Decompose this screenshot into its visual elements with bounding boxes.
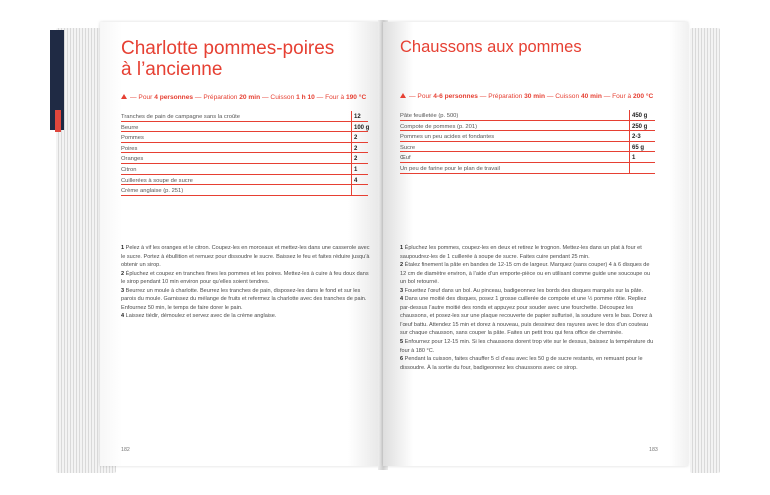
- step-text: Laissez tiédir, démoulez et servez avec de la crème anglaise.: [125, 313, 277, 320]
- serves-value: 4-6 personnes: [433, 93, 478, 100]
- ingredient-row: [121, 185, 368, 196]
- recipe-meta: [400, 93, 653, 100]
- ingredient-qty: 12: [354, 114, 361, 121]
- page-number: 182: [121, 447, 130, 453]
- step: [121, 287, 371, 313]
- step: [121, 270, 371, 287]
- ingredient-qty: 250 g: [632, 123, 648, 130]
- step-text: Épluchez et coupez en tranches fines les pommes et les poires. Mettez-les à cuire à feu doux dans le sirop pendant 10 min environ pour qu’elles soient tendres.: [121, 270, 369, 286]
- step-number: 1: [121, 245, 125, 251]
- ingredient-name: Pâte feuilletée (p. 500): [400, 113, 459, 120]
- ingredient-row: [121, 122, 368, 133]
- ingredient-name: Citron: [121, 167, 137, 174]
- arrow-up-icon: [121, 94, 127, 99]
- left-page: [100, 22, 382, 466]
- step-number: 6: [400, 356, 404, 363]
- ingredient-qty: 2: [354, 145, 358, 152]
- ingredient-name: Poires: [121, 145, 138, 152]
- right-page: [383, 22, 688, 466]
- step: [400, 261, 657, 287]
- recipe-title-line2: à l’ancienne: [121, 58, 223, 80]
- ingredient-row: [121, 132, 368, 143]
- ingredient-qty: 450 g: [632, 113, 648, 120]
- ingredient-qty: 4: [354, 177, 358, 184]
- ingredient-qty: 1: [354, 167, 358, 174]
- recipe-title: [121, 39, 371, 81]
- ingredient-row: [400, 110, 655, 121]
- step: [400, 287, 657, 296]
- ingredient-name: Compote de pommes (p. 201): [400, 123, 478, 130]
- ingredient-name: Œuf: [400, 155, 411, 162]
- oven-value: 190 °C: [345, 94, 367, 101]
- ingredient-qty: 100 g: [354, 124, 370, 131]
- step: [400, 295, 657, 338]
- ribbon-marker: [55, 110, 61, 132]
- serves-prefix: — Pour: [130, 94, 153, 101]
- ingredient-row: [121, 111, 368, 122]
- recipe-meta: [121, 94, 366, 101]
- step-number: 3: [400, 287, 404, 294]
- step-text: Épluchez les pommes, coupez-les en deux et retirez le trognon. Mettez-les dans un plat à four et saupoudrez-les de 1 cuillerée à soupe de sucre. Faites cuire pendant 25 min.: [400, 245, 642, 260]
- step-text: Pelez à vif les oranges et le citron. Coupez-les en morceaux et mettez-les dans une casserole avec le sucre. Portez à ébullition et remuez pour dissoudre le sucre. Baissez le feu et faites réduire jusqu’à obtenir un sirop.: [121, 245, 370, 269]
- ingredient-row: [121, 143, 368, 154]
- step: [400, 355, 657, 372]
- oven-prefix: — Four à: [603, 93, 632, 100]
- step-number: 3: [121, 287, 125, 294]
- step-number: 2: [121, 270, 125, 277]
- step-number: 2: [400, 262, 404, 269]
- step-text: Pendant la cuisson, faites chauffer 5 cl d’eau avec les 50 g de sucre restants, en remuant pour le dissoudre. À la sortie du four, badigeonnez les chaussons avec ce sirop.: [400, 356, 643, 371]
- step: [121, 312, 371, 321]
- page-number: 183: [649, 447, 658, 453]
- step-number: 1: [400, 245, 404, 251]
- ingredient-name: Beurre: [121, 124, 139, 131]
- ingredient-name: Sucre: [400, 144, 416, 151]
- ingredient-row: [400, 152, 655, 163]
- ingredient-qty: 2: [354, 135, 358, 142]
- prep-value: 20 min: [239, 94, 261, 101]
- ingredient-qty: 1: [632, 155, 636, 162]
- ingredient-name: Un peu de farine pour le plan de travail: [400, 166, 500, 173]
- ingredient-name: Oranges: [121, 156, 144, 163]
- recipe-title-line1: Charlotte pommes-poires: [121, 38, 335, 59]
- recipe-steps: [400, 244, 657, 372]
- ingredient-row: [121, 153, 368, 164]
- ingredient-row: [400, 131, 655, 142]
- ingredients-table: [121, 111, 368, 196]
- prep-prefix: — Préparation: [194, 94, 238, 101]
- ingredient-name: Cuillerées à soupe de sucre: [121, 177, 193, 184]
- step: [121, 244, 371, 270]
- step-text: Enfournez pour 12-15 min. Si les chaussons dorent trop vite sur le dessus, baissez la température du four à 180 °C.: [400, 339, 654, 354]
- step-number: 5: [400, 339, 404, 346]
- step-text: Étalez finement la pâte en bandes de 12-15 cm de largeur. Marquez (sans couper) 4 à 6 disques de 12 cm de diamètre environ, à l’aide d’un emporte-pièce ou en utilisant comme guide une soucoupe ou un bol retourné.: [400, 262, 651, 286]
- step-number: 4: [121, 313, 125, 320]
- step-number: 4: [400, 296, 404, 303]
- ingredient-row: [121, 175, 368, 186]
- ingredient-name: Crème anglaise (p. 251): [121, 188, 184, 195]
- recipe-steps: [121, 244, 371, 321]
- cook-prefix: — Cuisson: [262, 94, 295, 101]
- step: [400, 244, 657, 261]
- serves-prefix: — Pour: [409, 93, 432, 100]
- step-text: Beurrez un moule à charlotte. Beurrez les tranches de pain, disposez-les dans le fond et sur les parois du moule. Garnissez du mélange de fruits et refermez la charlotte avec des tranches de pain. Enfournez 50 min, le temps de faire dorer le pain.: [121, 287, 367, 311]
- ingredient-row: [400, 121, 655, 132]
- cook-value: 40 min: [580, 93, 602, 100]
- step-text: Fouettez l’œuf dans un bol. Au pinceau, badigeonnez les bords des disques marqués sur la pâte.: [404, 287, 643, 294]
- serves-value: 4 personnes: [154, 94, 194, 101]
- cook-value: 1 h 10: [296, 94, 315, 101]
- ingredient-qty: 2-3: [632, 134, 641, 141]
- prep-prefix: — Préparation: [479, 93, 523, 100]
- page-stack-right: [690, 28, 720, 473]
- recipe-title: Chaussons aux pommes: [400, 38, 582, 56]
- ingredient-qty: 2: [354, 156, 358, 163]
- ingredient-row: [400, 163, 655, 174]
- oven-prefix: — Four à: [316, 94, 345, 101]
- cook-prefix: — Cuisson: [546, 93, 580, 100]
- ingredient-name: Pommes un peu acides et fondantes: [400, 134, 495, 141]
- step: [400, 338, 657, 355]
- ingredient-row: [400, 142, 655, 153]
- ingredient-row: [121, 164, 368, 175]
- step-text: Dans une moitié des disques, posez 1 grosse cuillerée de compote et une ½ pomme rôtie. Repliez par-dessus l’autre moitié des ronds et appuyez pour souder avec une fourchette. Découpez les chaussons, et posez-les sur une plaque recouverte de papier sulfurisé, la soudure vers le bas. Dorez à l’œuf battu. Attendez 15 min et dorez à nouveau, puis dessinez des rayures avec le dos d’un couteau sur chaque chausson, sans couper la pâte. Faites un petit trou qui fera office de cheminée.: [400, 296, 653, 337]
- oven-value: 200 °C: [633, 93, 654, 100]
- ingredients-table: [400, 110, 655, 174]
- ingredient-name: Pommes: [121, 135, 144, 142]
- arrow-up-icon: [400, 93, 406, 98]
- prep-value: 30 min: [524, 93, 546, 100]
- ingredient-qty: 65 g: [632, 144, 645, 151]
- ingredient-name: Tranches de pain de campagne sans la croûte: [121, 114, 241, 121]
